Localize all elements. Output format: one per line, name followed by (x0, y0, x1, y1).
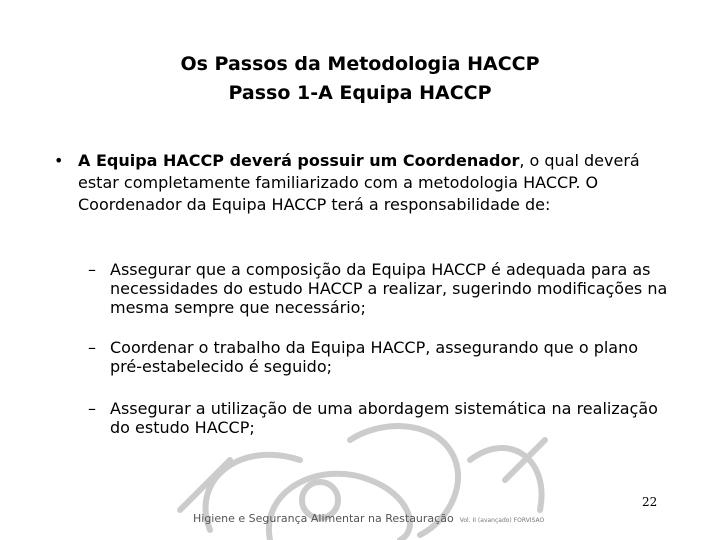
title-line-2: Passo 1-A Equipa HACCP (228, 82, 492, 104)
title-line-1: Os Passos da Metodologia HACCP (180, 53, 540, 75)
bullet-bold-text: A Equipa HACCP deverá possuir um Coordenador (78, 151, 520, 170)
subitem-1: Assegurar que a composição da Equipa HACCP é adequada para as necessidades do estudo HACCP a realizar, sugerindo modificações na mesma sempre que necessário; (110, 260, 668, 317)
footer-text: Higiene e Segurança Alimentar na Restauração (193, 512, 454, 525)
footer-small: Vol. II (avançado) FORVISAO (459, 517, 545, 524)
page-number: 22 (642, 495, 658, 509)
slide-title (0, 50, 720, 108)
main-bullet (78, 150, 678, 216)
subitem-3: Assegurar a utilização de uma abordagem sistemática na realização do estudo HACCP; (110, 399, 658, 437)
subitem-dash: – (88, 399, 96, 418)
bullet-dot-icon: • (54, 151, 64, 170)
footer (193, 512, 544, 525)
subitem-2: Coordenar o trabalho da Equipa HACCP, assegurando que o plano pré-estabelecido é seguido; (110, 338, 639, 376)
subitem-dash: – (88, 260, 96, 279)
bullet-text: , o qual deverá estar completamente familiarizado com a metodologia HACCP. O Coordenador da Equipa HACCP terá a responsabilidade de: (78, 151, 640, 214)
subitem-dash: – (88, 338, 96, 357)
